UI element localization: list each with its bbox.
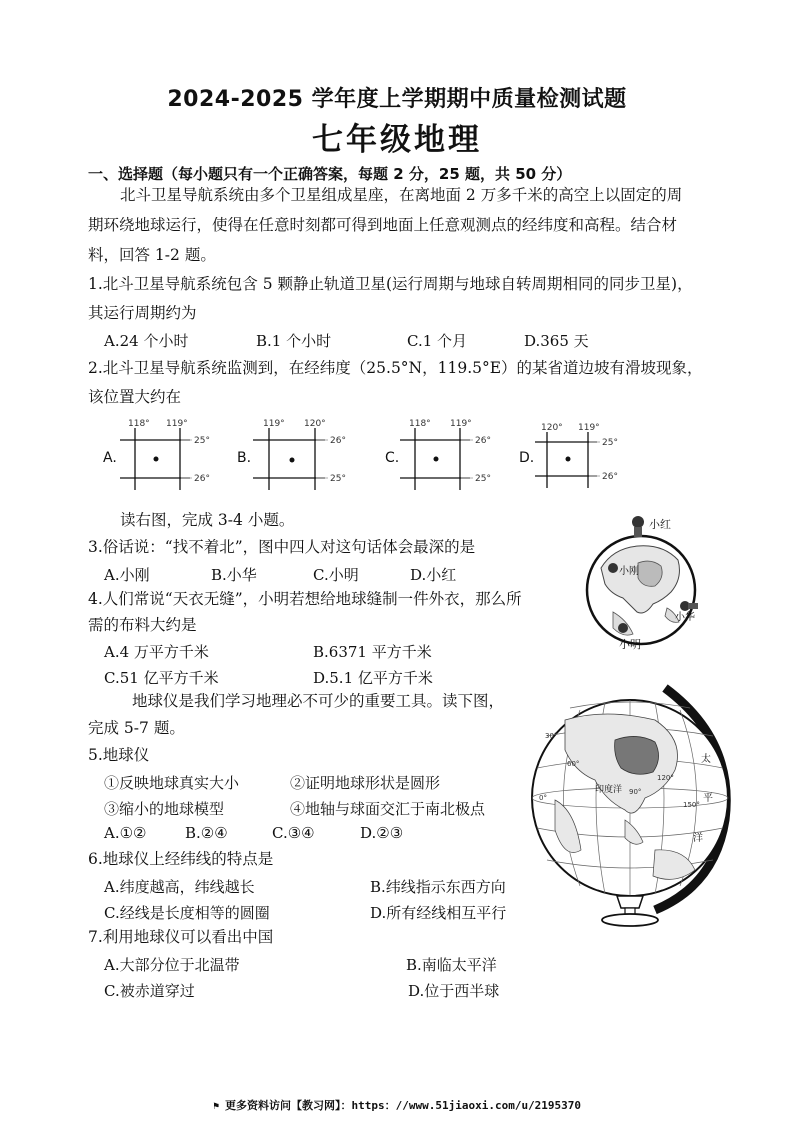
q4-option-d: D.5.1 亿平方千米 bbox=[313, 669, 433, 687]
grid-c-lon-left: 118° bbox=[409, 419, 431, 429]
label-xiaogang: 小刚 bbox=[619, 566, 639, 577]
q6-option-c: C.经线是长度相等的圆圈 bbox=[104, 904, 270, 922]
label-tai: 太 bbox=[701, 754, 711, 765]
grid-b-lon-left: 119° bbox=[263, 419, 285, 429]
q1-stem-line1: 1.北斗卫星导航系统包含 5 颗静止轨道卫星(运行周期与地球自转周期相同的同步卫星)， bbox=[88, 275, 693, 293]
label-xiaoming: 小明 bbox=[619, 638, 641, 651]
q3-option-b: B.小华 bbox=[211, 566, 257, 584]
grid-c-point bbox=[434, 457, 439, 462]
grid-a-lat-top: 25° bbox=[194, 436, 210, 446]
q2-stem-line1: 2.北斗卫星导航系统监测到，在经纬度（25.5°N，119.5°E）的某省道边坡有滑坡现象， bbox=[88, 359, 703, 377]
grid-d-letter: D. bbox=[519, 450, 535, 466]
grid-c-lat-top: 26° bbox=[475, 436, 491, 446]
q5-option-c: C.③④ bbox=[272, 824, 315, 842]
q3-option-d: D.小红 bbox=[410, 566, 457, 584]
q1-stem-line2: 其运行周期约为 bbox=[88, 304, 197, 322]
person-xiaoming-icon bbox=[618, 623, 628, 633]
grid-c-lon-right: 119° bbox=[450, 419, 472, 429]
q5-option-a: A.①② bbox=[104, 824, 147, 842]
desk-globe-figure bbox=[525, 680, 735, 930]
label-indian-ocean: 印度洋 bbox=[595, 785, 623, 795]
section-heading: 一、选择题（每小题只有一个正确答案，每题 2 分，25 题，共 50 分） bbox=[88, 165, 572, 183]
grid-c-lat-bottom: 25° bbox=[475, 474, 491, 484]
q4-option-b: B.6371 平方千米 bbox=[313, 643, 432, 661]
china-highlight bbox=[615, 736, 659, 774]
q5-item-2: ②证明地球形状是圆形 bbox=[290, 774, 441, 792]
q5-item-4: ④地轴与球面交汇于南北极点 bbox=[290, 800, 486, 818]
q5-option-b: B.②④ bbox=[185, 824, 228, 842]
grid-d bbox=[519, 423, 618, 488]
footer-link-text bbox=[0, 1097, 794, 1113]
label-ping: 平 bbox=[703, 793, 713, 804]
label-xiaohua: 小华 bbox=[675, 612, 695, 623]
q5-option-d: D.②③ bbox=[360, 824, 404, 842]
grid-d-lat-bottom: 26° bbox=[602, 472, 618, 482]
grid-a-point bbox=[154, 457, 159, 462]
grid-b-lat-top: 26° bbox=[330, 436, 346, 446]
q4-option-a: A.4 万平方千米 bbox=[104, 643, 209, 661]
q3-option-c: C.小明 bbox=[313, 566, 359, 584]
grid-a-letter: A. bbox=[103, 450, 117, 466]
person-xiaogang-icon bbox=[608, 563, 618, 573]
person-xiaohong-icon bbox=[632, 516, 644, 528]
label-0: 0° bbox=[539, 794, 547, 802]
label-120: 120° bbox=[657, 774, 674, 782]
exam-title: 2024-2025 学年度上学期期中质量检测试题 bbox=[167, 87, 627, 112]
q6-option-b: B.纬线指示东西方向 bbox=[370, 878, 506, 896]
intro2: 读右图，完成 3-4 小题。 bbox=[120, 511, 295, 529]
intro1-line2: 期环绕地球运行，使得在任意时刻都可得到地面上任意观测点的经纬度和高程。结合材 bbox=[88, 216, 678, 234]
q5-item-1: ①反映地球真实大小 bbox=[104, 774, 240, 792]
grid-b-letter: B. bbox=[237, 450, 252, 466]
footer-url[interactable]: 更多资料访问【教习网】：https：//www.51jiaoxi.com/u/2195370 bbox=[225, 1099, 582, 1112]
q7-option-a: A.大部分位于北温带 bbox=[104, 956, 240, 974]
q4-stem-line1: 4.人们常说“天衣无缝”，小明若想给地球缝制一件外衣，那么所 bbox=[88, 590, 522, 608]
grid-a-lat-bottom: 26° bbox=[194, 474, 210, 484]
grid-a-lon-right: 119° bbox=[166, 419, 188, 429]
grid-b bbox=[237, 419, 346, 490]
exam-subtitle: 七年级地理 bbox=[312, 122, 482, 158]
label-60: 60° bbox=[567, 760, 580, 768]
q7-option-d: D.位于西半球 bbox=[408, 982, 500, 1000]
label-150: 150° bbox=[683, 801, 700, 809]
q1-option-d: D.365 天 bbox=[524, 332, 589, 350]
globe-base bbox=[602, 914, 658, 926]
q2-stem-line2: 该位置大约在 bbox=[88, 388, 182, 406]
q5-stem: 5.地球仪 bbox=[88, 746, 150, 764]
q5-item-3: ③缩小的地球模型 bbox=[104, 800, 225, 818]
label-xiaohong: 小红 bbox=[649, 518, 671, 531]
grid-b-point bbox=[290, 458, 295, 463]
q6-stem: 6.地球仪上经纬线的特点是 bbox=[88, 850, 274, 868]
grid-d-lon-left: 120° bbox=[541, 423, 563, 433]
intro1-line3: 料，回答 1-2 题。 bbox=[88, 246, 216, 264]
grid-a bbox=[103, 419, 210, 490]
grid-c-letter: C. bbox=[385, 450, 400, 466]
flag-icon: ⚑ bbox=[212, 1101, 225, 1112]
q2-grid-figures bbox=[95, 412, 655, 497]
label-90: 90° bbox=[629, 788, 642, 796]
intro3-line2: 完成 5-7 题。 bbox=[88, 719, 185, 737]
grid-d-lat-top: 25° bbox=[602, 438, 618, 448]
label-yang: 洋 bbox=[693, 833, 703, 844]
label-30: 30° bbox=[545, 732, 558, 740]
intro3-line1: 地球仪是我们学习地理必不可少的重要工具。读下图， bbox=[132, 692, 505, 710]
grid-a-lon-left: 118° bbox=[128, 419, 150, 429]
q6-option-d: D.所有经线相互平行 bbox=[370, 904, 507, 922]
q4-option-c: C.51 亿平方千米 bbox=[104, 669, 219, 687]
q7-option-c: C.被赤道穿过 bbox=[104, 982, 195, 1000]
q1-option-a: A.24 个小时 bbox=[104, 332, 189, 350]
globe-people-figure bbox=[583, 508, 703, 658]
q6-option-a: A.纬度越高，纬线越长 bbox=[104, 878, 255, 896]
grid-b-lat-bottom: 25° bbox=[330, 474, 346, 484]
q3-stem: 3.俗话说：“找不着北”，图中四人对这句话体会最深的是 bbox=[88, 538, 476, 556]
q4-stem-line2: 需的布料大约是 bbox=[88, 616, 197, 634]
q7-stem: 7.利用地球仪可以看出中国 bbox=[88, 928, 274, 946]
q1-option-c: C.1 个月 bbox=[407, 332, 468, 350]
q1-option-b: B.1 个小时 bbox=[256, 332, 332, 350]
grid-c bbox=[385, 419, 491, 490]
grid-b-lon-right: 120° bbox=[304, 419, 326, 429]
grid-d-point bbox=[566, 457, 571, 462]
q3-option-a: A.小刚 bbox=[104, 566, 150, 584]
intro1-line1: 北斗卫星导航系统由多个卫星组成星座，在离地面 2 万多千米的高空上以固定的周 bbox=[120, 186, 683, 204]
q7-option-b: B.南临太平洋 bbox=[406, 956, 497, 974]
grid-d-lon-right: 119° bbox=[578, 423, 600, 433]
